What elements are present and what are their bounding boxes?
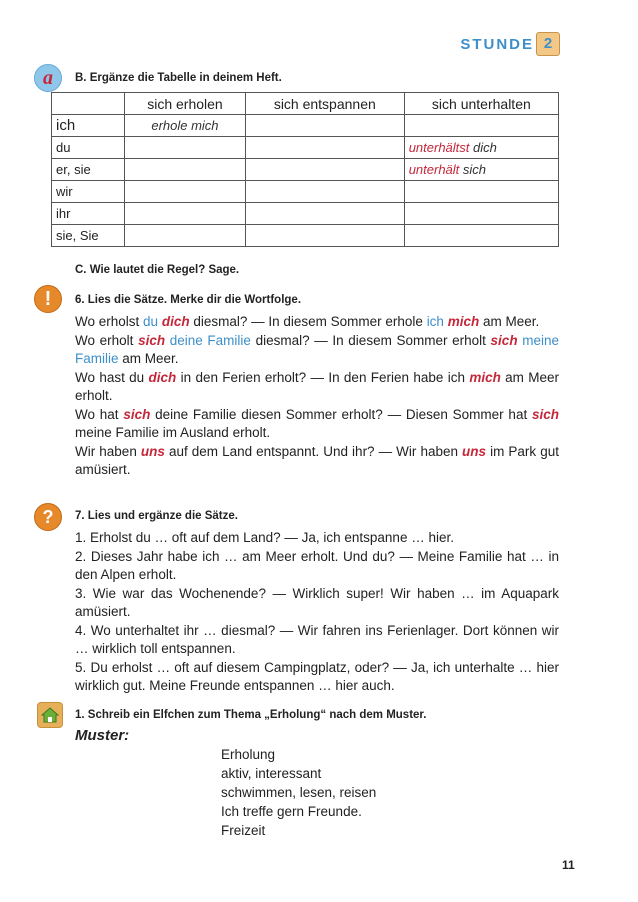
muster-label: Muster: [75,727,130,744]
table-row [52,181,559,203]
table-cell [125,225,246,247]
house-icon [37,702,63,728]
table-cell: erhole mich [125,115,246,137]
column-header: sich entspannen [245,93,404,115]
exercise-sentence: 4. Wo unterhaltet ihr … diesmal? — Wir fahren ins Ferienlager. Dort können wir … wirklich toll entspannen. [75,623,559,656]
table-cell [404,115,558,137]
exercise-sentence: 1. Erholst du … oft auf dem Land? — Ja, ich entspanne … hier. [75,530,454,545]
elfchen-line: Freizeit [221,823,266,838]
table-cell [245,203,404,225]
sentence-pair: Wo erholt sich deine Familie diesmal? — In diesem Sommer erholt sich meine Familie am Meer. [75,333,559,366]
row-label: sie, Sie [52,225,125,247]
table-row [52,115,559,137]
table-cell [245,159,404,181]
exclamation-icon: ! [34,285,62,313]
table-cell: unterhältst dich [404,137,558,159]
homework-heading: 1. Schreib ein Elfchen zum Thema „Erholung“ nach dem Muster. [75,709,427,721]
table-cell [245,115,404,137]
table-cell [404,203,558,225]
table-cell [125,203,246,225]
elfchen-line: Ich treffe gern Freunde. [221,804,362,819]
column-header: sich erholen [125,93,246,115]
table-row [52,225,559,247]
table-cell [404,181,558,203]
stunde-label: STUNDE [460,35,534,53]
elfchen-line: aktiv, interessant [221,766,322,781]
sentence-pair: Wo hat sich deine Familie diesen Sommer erholt? — Diesen Sommer hat sich meine Familie im Ausland erholt. [75,407,559,440]
a-letter-icon: a [34,64,62,92]
exercise-sentence: 3. Wie war das Wochenende? — Wirklich super! Wir haben … im Aquapark amüsiert. [75,586,559,619]
column-header: sich unterhalten [404,93,558,115]
section-6-text [75,313,559,480]
table-corner-cell [52,93,125,115]
elfchen-line: schwimmen, lesen, reisen [221,785,377,800]
table-cell [125,159,246,181]
table-row [52,203,559,225]
table-cell [245,181,404,203]
sentence-pair: Wir haben uns auf dem Land entspannt. Und ihr? — Wir haben uns im Park gut amüsiert. [75,444,559,477]
section-b-heading: B. Ergänze die Tabelle in deinem Heft. [75,72,282,84]
stunde-header [460,32,560,56]
table-cell [125,137,246,159]
row-label: wir [52,181,125,203]
sentence-pair: Wo hast du dich in den Ferien erholt? — In den Ferien habe ich mich am Meer erholt. [75,370,560,403]
section-6-heading: 6. Lies die Sätze. Merke dir die Wortfolge. [75,294,302,306]
row-label: ihr [52,203,125,225]
table-header-row [52,93,559,115]
elfchen-line: Erholung [221,747,276,762]
section-7-heading: 7. Lies und ergänze die Sätze. [75,510,238,522]
conjugation-table [51,92,559,247]
row-label: er, sie [52,159,125,181]
row-label: ich [52,115,125,137]
table-row [52,137,559,159]
elfchen-example [221,745,376,840]
exercise-sentence: 5. Du erholst … oft auf diesem Campingplatz, oder? — Ja, ich unterhalte … hier wirklich gut. Meine Freunde entspannen … hier auch. [75,660,559,693]
table-cell [245,137,404,159]
section-c-heading: C. Wie lautet die Regel? Sage. [75,264,240,276]
sentence-pair: Wo erholst du dich diesmal? — In diesem Sommer erhole ich mich am Meer. [75,314,540,329]
question-icon: ? [34,503,62,531]
table-cell [245,225,404,247]
page-number: 11 [562,858,575,872]
section-7-text [75,529,559,696]
table-cell: unterhält sich [404,159,558,181]
stunde-number: 2 [536,32,560,56]
exercise-sentence: 2. Dieses Jahr habe ich … am Meer erholt. Und du? — Meine Familie hat … in den Alpen erholt. [75,549,559,582]
table-row [52,159,559,181]
table-cell [404,225,558,247]
row-label: du [52,137,125,159]
table-cell [125,181,246,203]
